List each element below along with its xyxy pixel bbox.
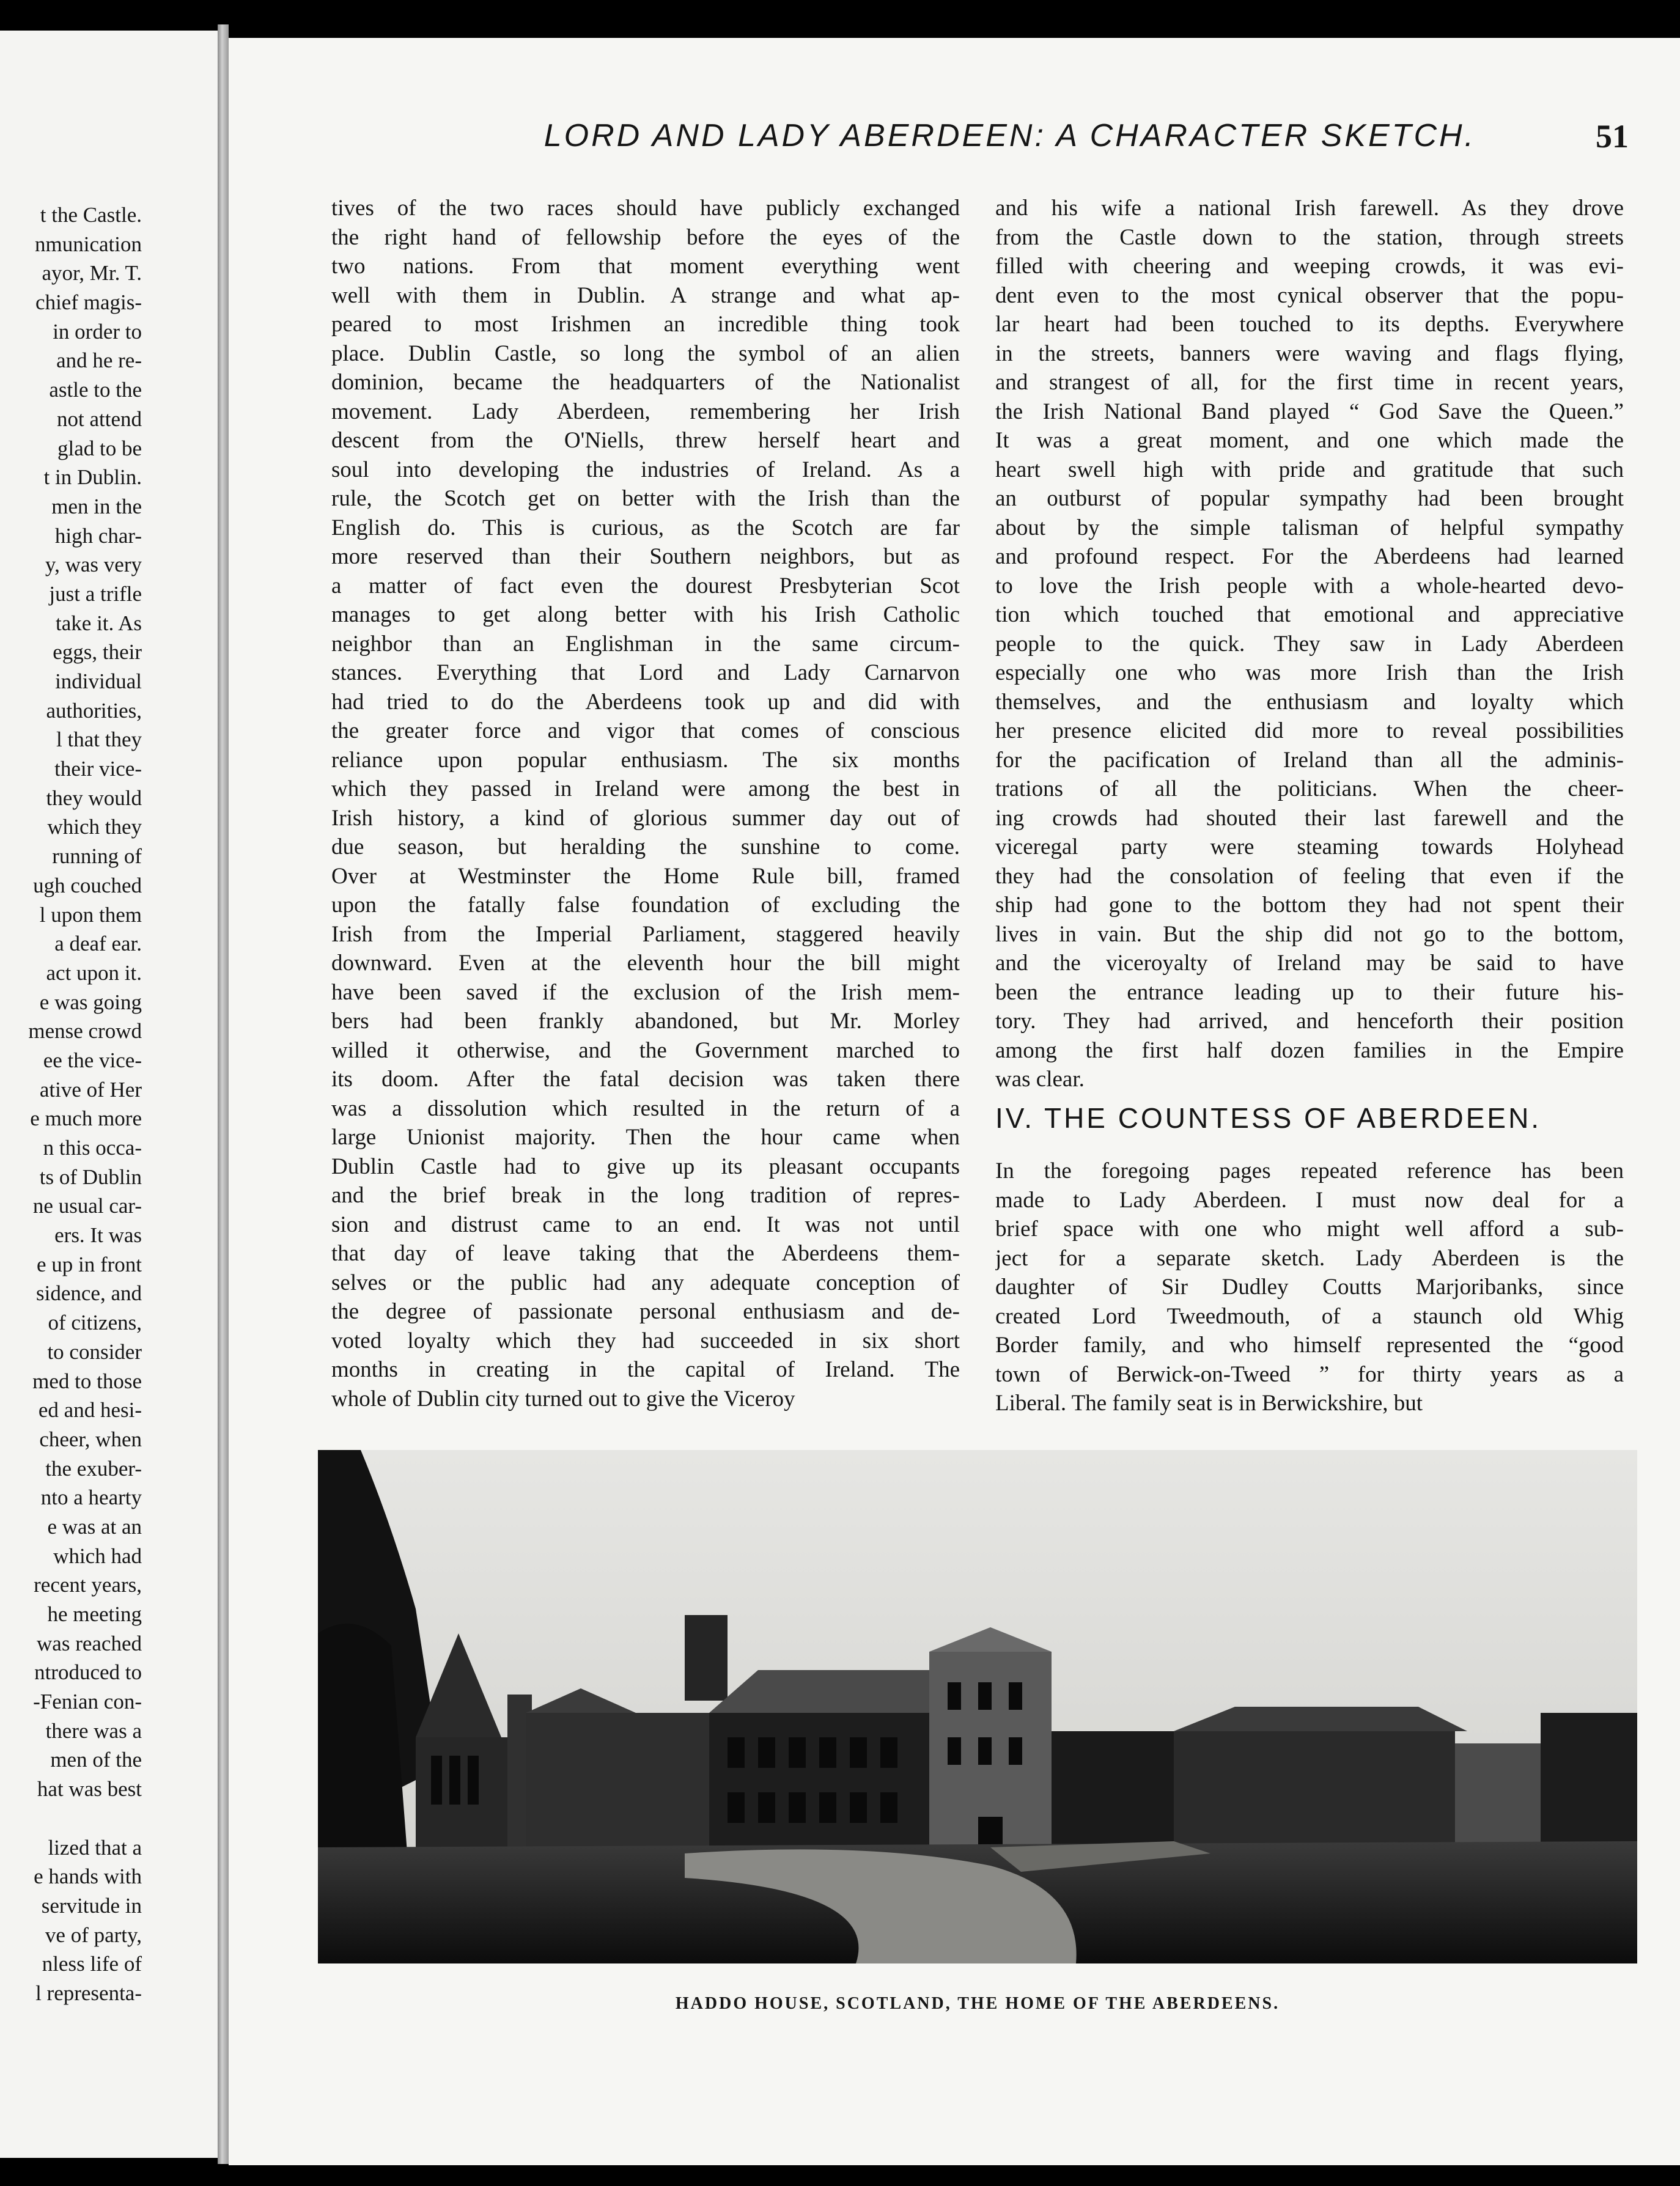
text-line: an outburst of popular sympathy had been brought: [995, 486, 1624, 511]
text-line: which they: [47, 815, 142, 839]
text-line: Border family, and who himself represented the “good: [995, 1333, 1624, 1358]
text-line: due season, but heralding the sunshine to come.: [331, 834, 960, 859]
photo-illustration: [318, 1450, 1637, 1963]
text-line: Dublin Castle had to give up its pleasant occupants: [331, 1154, 960, 1179]
text-line: stances. Everything that Lord and Lady Carnarvon: [331, 660, 960, 685]
text-line: dominion, became the headquarters of the Nationalist: [331, 370, 960, 395]
text-line: cheer, when: [39, 1427, 142, 1451]
text-line: ayor, Mr. T.: [42, 261, 142, 285]
text-line: large Unionist majority. Then the hour came when: [331, 1125, 960, 1150]
text-line: authorities,: [46, 698, 142, 723]
page: [229, 38, 1680, 2165]
column-2-text: [995, 194, 1624, 1094]
text-line: recent years,: [34, 1573, 142, 1597]
text-line: filled with cheering and weeping crowds, it was evi-: [995, 254, 1624, 279]
text-line: English do. This is curious, as the Scotch are far: [331, 515, 960, 540]
text-line: ed and hesi-: [38, 1398, 142, 1422]
text-line: the right hand of fellowship before the eyes of the: [331, 224, 960, 250]
text-line: ject for a separate sketch. Lady Aberdeen is the: [995, 1245, 1624, 1271]
text-line: nless life of: [42, 1952, 142, 1976]
text-line: he meeting: [47, 1602, 142, 1626]
text-line: med to those: [32, 1369, 142, 1393]
text-line: of citizens,: [48, 1311, 142, 1335]
text-line: to love the Irish people with a whole-hearted devo-: [995, 573, 1624, 598]
text-line: ship had gone to the bottom they had not spent their: [995, 892, 1624, 918]
text-line: take it. As: [56, 611, 142, 635]
text-line: ntroduced to: [34, 1660, 142, 1685]
text-line: sidence, and: [36, 1281, 142, 1306]
text-line: they would: [46, 786, 142, 810]
text-line: soul into developing the industries of Ireland. As a: [331, 457, 960, 482]
text-line: people to the quick. They saw in Lady Aberdeen: [995, 631, 1624, 657]
text-line: dent even to the most cynical observer that the popu-: [995, 282, 1624, 308]
text-line: l upon them: [39, 902, 142, 927]
text-line: e up in front: [36, 1252, 142, 1276]
text-line: for the pacification of Ireland than all the adminis-: [995, 747, 1624, 773]
text-line: ers. It was: [54, 1223, 142, 1248]
text-line: place. Dublin Castle, so long the symbol of an alien: [331, 340, 960, 366]
text-line: her presence elicited did more to reveal possibilities: [995, 718, 1624, 743]
text-line: mense crowd: [28, 1019, 142, 1043]
text-line: was clear.: [995, 1067, 1085, 1092]
text-line: men in the: [51, 494, 142, 518]
text-line: nmunication: [35, 232, 142, 256]
text-line: n this occa-: [43, 1136, 142, 1160]
text-line: high char-: [54, 523, 142, 548]
text-line: e hands with: [34, 1864, 142, 1889]
text-line: a matter of fact even the dourest Presbyterian Scot: [331, 573, 960, 598]
text-line: lives in vain. But the ship did not go to the bottom,: [995, 921, 1624, 947]
text-line: nto a hearty: [40, 1485, 142, 1510]
text-line: two nations. From that moment everything went: [331, 254, 960, 279]
text-line: just a trifle: [49, 581, 142, 606]
text-line: rule, the Scotch get on better with the Irish than the: [331, 486, 960, 511]
text-line: was reached: [37, 1631, 142, 1655]
text-line: ee the vice-: [43, 1048, 142, 1072]
text-line: heart swell high with pride and gratitude that such: [995, 457, 1624, 482]
text-line: from the Castle down to the station, through streets: [995, 224, 1624, 250]
text-line: a deaf ear.: [54, 932, 142, 956]
text-line: the exuber-: [45, 1456, 142, 1481]
text-line: descent from the O'Niells, threw herself heart and: [331, 428, 960, 453]
text-line: daughter of Sir Dudley Coutts Marjoribanks, since: [995, 1275, 1624, 1300]
text-line: manages to get along better with his Irish Catholic: [331, 602, 960, 627]
text-line: men of the: [50, 1748, 142, 1772]
text-line: viceregal party were steaming towards Holyhead: [995, 834, 1624, 859]
text-line: there was a: [45, 1718, 142, 1743]
text-line: its doom. After the fatal decision was taken there: [331, 1067, 960, 1092]
text-line: tion which touched that emotional and appreciative: [995, 602, 1624, 627]
text-line: running of: [52, 844, 142, 869]
text-line: the Irish National Band played “ God Save the Queen.”: [995, 399, 1624, 424]
text-line: movement. Lady Aberdeen, remembering her Irish: [331, 399, 960, 424]
text-line: ative of Her: [39, 1077, 142, 1102]
text-line: not attend: [57, 407, 142, 431]
text-line: willed it otherwise, and the Government marched to: [331, 1037, 960, 1063]
previous-page: [0, 31, 220, 2158]
text-line: y, was very: [45, 553, 142, 577]
text-line: and strangest of all, for the first time in recent years,: [995, 370, 1624, 395]
text-line: was a dissolution which resulted in the return of a: [331, 1095, 960, 1121]
book-gutter: [218, 24, 229, 2164]
text-line: Liberal. The family seat is in Berwickshire, but: [995, 1391, 1423, 1416]
text-line: themselves, and the enthusiasm and loyalty which: [995, 689, 1624, 715]
text-line: more reserved than their Southern neighbors, but as: [331, 544, 960, 569]
text-line: and the brief break in the long tradition of repres-: [331, 1183, 960, 1208]
text-line: ve of party,: [45, 1923, 142, 1947]
section-text: [995, 1157, 1624, 1418]
text-line: glad to be: [57, 436, 142, 460]
text-line: their vice-: [54, 757, 142, 781]
text-line: l that they: [56, 727, 142, 752]
text-line: Over at Westminster the Home Rule bill, framed: [331, 863, 960, 889]
text-line: created Lord Tweedmouth, of a staunch old Whig: [995, 1303, 1624, 1329]
text-line: and he re-: [56, 348, 142, 373]
text-line: e was going: [39, 990, 142, 1014]
text-line: in the streets, banners were waving and flags flying,: [995, 340, 1624, 366]
text-line: in order to: [53, 319, 142, 344]
text-line: peared to most Irishmen an incredible thing took: [331, 312, 960, 337]
text-line: had tried to do the Aberdeens took up and did with: [331, 689, 960, 715]
text-line: they had the consolation of feeling that even if the: [995, 863, 1624, 889]
photo-caption: HADDO HOUSE, SCOTLAND, THE HOME OF THE ABERDEENS.: [675, 1994, 1280, 2013]
text-line: t in Dublin.: [43, 465, 142, 490]
text-line: tory. They had arrived, and henceforth their position: [995, 1009, 1624, 1034]
text-line: ugh couched: [33, 873, 142, 897]
page-number: 51: [1596, 118, 1629, 155]
text-line: downward. Even at the eleventh hour the bill might: [331, 951, 960, 976]
text-line: and profound respect. For the Aberdeens had learned: [995, 544, 1624, 569]
text-line: -Fenian con-: [33, 1690, 142, 1714]
text-line: ing crowds had shouted their last farewell and the: [995, 805, 1624, 831]
photo-haddo-house: [318, 1450, 1637, 1963]
text-line: hat was best: [37, 1777, 142, 1801]
text-line: lized that a: [48, 1835, 142, 1860]
text-line: It was a great moment, and one which made the: [995, 428, 1624, 453]
running-head: LORD AND LADY ABERDEEN: A CHARACTER SKETCH.: [543, 118, 1476, 153]
text-line: chief magis-: [35, 290, 142, 315]
text-line: [0, 1804, 142, 1833]
text-line: about by the simple talisman of helpful sympathy: [995, 515, 1624, 540]
text-line: town of Berwick-on-Tweed ” for thirty years as a: [995, 1361, 1624, 1387]
section-heading: IV. THE COUNTESS OF ABERDEEN.: [995, 1102, 1542, 1134]
text-line: and his wife a national Irish farewell. As they drove: [995, 196, 1624, 221]
text-line: have been saved if the exclusion of the Irish mem-: [331, 979, 960, 1005]
text-line: In the foregoing pages repeated reference has been: [995, 1158, 1624, 1183]
text-line: been the entrance leading up to their future his-: [995, 979, 1624, 1005]
text-line: bers had been frankly abandoned, but Mr. Morley: [331, 1009, 960, 1034]
text-line: servitude in: [41, 1893, 142, 1918]
text-line: e much more: [30, 1106, 142, 1131]
text-line: eggs, their: [53, 640, 142, 664]
text-line: lar heart had been touched to its depths. Everywhere: [995, 312, 1624, 337]
text-line: reliance upon popular enthusiasm. The six months: [331, 747, 960, 773]
text-line: trations of all the politicians. When the cheer-: [995, 776, 1624, 801]
text-line: act upon it.: [46, 960, 142, 985]
text-line: tives of the two races should have publicly exchanged: [331, 196, 960, 221]
text-line: months in creating in the capital of Ireland. The: [331, 1357, 960, 1382]
text-line: the greater force and vigor that comes of conscious: [331, 718, 960, 743]
text-line: selves or the public had any adequate conception of: [331, 1270, 960, 1295]
text-line: brief space with one who might well afford a sub-: [995, 1216, 1624, 1242]
text-line: upon the fatally false foundation of excluding the: [331, 892, 960, 918]
text-line: to consider: [47, 1339, 142, 1364]
text-line: ts of Dublin: [39, 1165, 142, 1189]
text-line: individual: [55, 669, 142, 693]
text-line: made to Lady Aberdeen. I must now deal for a: [995, 1187, 1624, 1213]
text-line: sion and distrust came to an end. It was not until: [331, 1212, 960, 1237]
text-line: astle to the: [49, 378, 142, 402]
text-line: neighbor than an Englishman in the same circum-: [331, 631, 960, 657]
text-line: well with them in Dublin. A strange and what ap-: [331, 282, 960, 308]
text-line: that day of leave taking that the Aberdeens them-: [331, 1241, 960, 1266]
text-line: and the viceroyalty of Ireland may be said to have: [995, 951, 1624, 976]
text-line: e was at an: [47, 1514, 142, 1539]
text-line: especially one who was more Irish than the Irish: [995, 660, 1624, 685]
text-line: among the first half dozen families in the Empire: [995, 1037, 1624, 1063]
text-line: whole of Dublin city turned out to give the Viceroy: [331, 1386, 795, 1411]
text-line: Irish from the Imperial Parliament, staggered heavily: [331, 921, 960, 947]
text-line: l representa-: [35, 1981, 142, 2005]
previous-page-text: [0, 201, 142, 2008]
text-line: which had: [53, 1544, 142, 1568]
text-line: Irish history, a kind of glorious summer day out of: [331, 805, 960, 831]
column-1-text: [331, 194, 960, 1413]
text-line: t the Castle.: [40, 203, 142, 227]
text-line: which they passed in Ireland were among the best in: [331, 776, 960, 801]
text-line: ne usual car-: [32, 1194, 142, 1218]
text-line: voted loyalty which they had succeeded in six short: [331, 1328, 960, 1353]
text-line: the degree of passionate personal enthusiasm and de-: [331, 1299, 960, 1324]
